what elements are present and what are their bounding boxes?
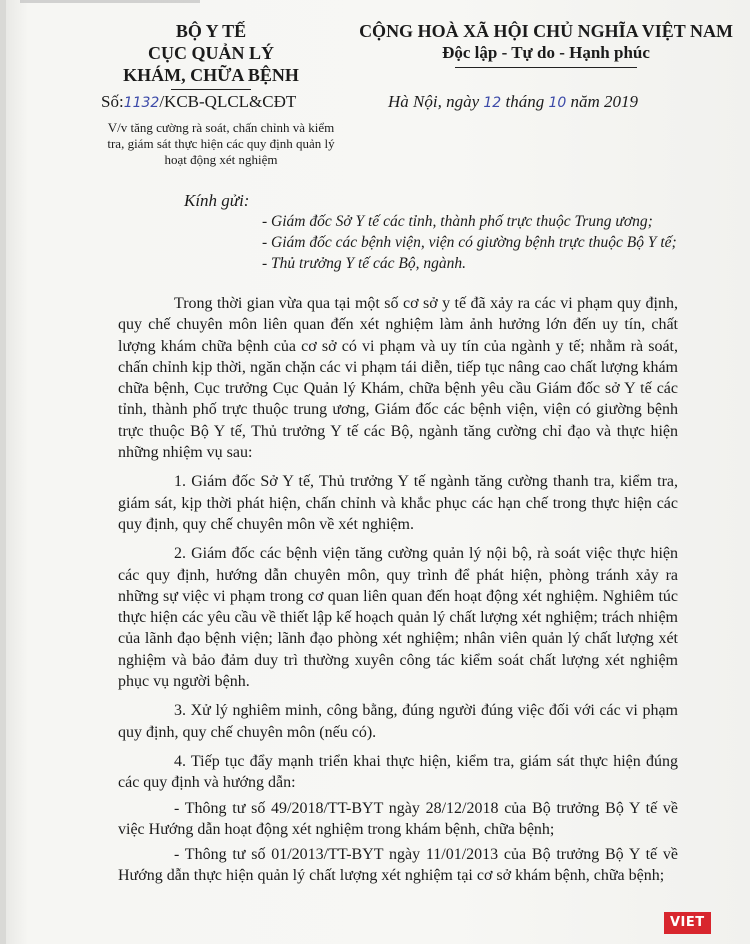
national-motto: Độc lập - Tự do - Hạnh phúc — [442, 43, 650, 62]
document-page — [6, 0, 750, 944]
document-subject: V/v tăng cường rà soát, chấn chỉnh và kiểm tra, giám sát thực hiện các quy định quản lý hoạt động xét nghiệm — [107, 120, 335, 167]
document-body — [118, 293, 678, 891]
recipients-list — [262, 211, 677, 274]
handwritten-day: 12 — [483, 95, 502, 111]
body-paragraph: 4. Tiếp tục đẩy mạnh triển khai thực hiện, kiểm tra, giám sát thực hiện đúng các quy định và hướng dẫn: — [118, 752, 678, 792]
recipient-item: - Giám đốc Sở Y tế các tỉnh, thành phố trực thuộc Trung ương; — [262, 213, 653, 230]
scan-edge-mark — [20, 0, 200, 3]
issuer-department: CỤC QUẢN LÝ — [148, 43, 274, 63]
recipient-item: - Thủ trưởng Y tế các Bộ, ngành. — [262, 255, 467, 272]
handwritten-number: 1132 — [123, 95, 160, 111]
watermark-logo: VIET — [664, 912, 711, 934]
national-header — [346, 20, 746, 68]
body-paragraph: - Thông tư số 01/2013/TT-BYT ngày 11/01/2013 của Bộ trưởng Bộ Y tế về Hướng dẫn thực hiện quản lý chất lượng xét nghiệm tại cơ sở khám bệnh, chữa bệnh; — [118, 846, 678, 885]
body-paragraph: Trong thời gian vừa qua tại một số cơ sở y tế đã xảy ra các vi phạm quy định, quy chế chuyên môn liên quan đến xét nghiệm làm ảnh hưởng lớn đến uy tín, chất lượng khám chữa bệnh của cơ sở có vi phạm và uy tín của ngành y tế; nhằm rà soát, chấn chỉnh kịp thời, ngăn chặn các vi phạm tái diễn, tiếp tục nâng cao chất lượng khám chữa bệnh, Cục trưởng Cục Quản lý Khám, chữa bệnh yêu cầu Giám đốc sở Y tế các tỉnh, thành phố trực thuộc trung ương, Giám đốc các bệnh viện, viện có giường bệnh trực thuộc Bộ Y tế, Thủ trưởng Y tế các Bộ, ngành tăng cường chỉ đạo và thực hiện những nhiệm vụ sau: — [118, 295, 678, 462]
document-number: Số:1132/KCB-QLCL&CĐT — [101, 92, 297, 111]
issuer-underline — [171, 89, 251, 90]
motto-underline — [455, 67, 637, 68]
nation-title: CỘNG HOÀ XÃ HỘI CHỦ NGHĨA VIỆT NAM — [359, 21, 733, 41]
handwritten-month: 10 — [548, 95, 567, 111]
recipient-item: - Giám đốc các bệnh viện, viện có giường bệnh trực thuộc Bộ Y tế; — [262, 234, 677, 251]
document-date: Hà Nội, ngày 12 tháng 10 năm 2019 — [388, 92, 639, 111]
body-paragraph: 2. Giám đốc các bệnh viện tăng cường quản lý nội bộ, rà soát việc thực hiện các quy định, hướng dẫn chuyên môn, quy trình để phát hiện, phòng tránh xảy ra những sự việc vi phạm trong cơ quan liên quan đến hoạt động xét nghiệm. Nghiêm túc thực hiện các yêu cầu về thiết lập kế hoạch quản lý chất lượng xét nghiệm; trách nhiệm của lãnh đạo bệnh viện; lãnh đạo phòng xét nghiệm; nhân viên quản lý chất lượng xét nghiệm và bảo đảm duy trì thường xuyên công tác kiểm soát chất lượng xét nghiệm phục vụ người bệnh. — [118, 545, 678, 691]
issuer-header — [101, 20, 321, 90]
body-paragraph: - Thông tư số 49/2018/TT-BYT ngày 28/12/2018 của Bộ trưởng Bộ Y tế về việc Hướng dẫn hoạt động xét nghiệm trong khám bệnh, chữa bệnh; — [118, 799, 678, 838]
body-paragraph: 3. Xử lý nghiêm minh, công bằng, đúng người đúng việc đối với các vi phạm quy định, quy chế chuyên môn (nếu có). — [118, 702, 678, 741]
body-paragraph: 1. Giám đốc Sở Y tế, Thủ trưởng Y tế ngành tăng cường thanh tra, kiểm tra, giám sát, kịp thời phát hiện, chấn chỉnh và khắc phục các hạn chế trong thực hiện các quy định, quy chế chuyên môn về xét nghiệm. — [118, 473, 678, 533]
issuer-department-sub: KHÁM, CHỮA BỆNH — [123, 65, 299, 85]
issuer-ministry: BỘ Y TẾ — [175, 21, 247, 41]
recipients-label: Kính gửi: — [184, 191, 250, 210]
